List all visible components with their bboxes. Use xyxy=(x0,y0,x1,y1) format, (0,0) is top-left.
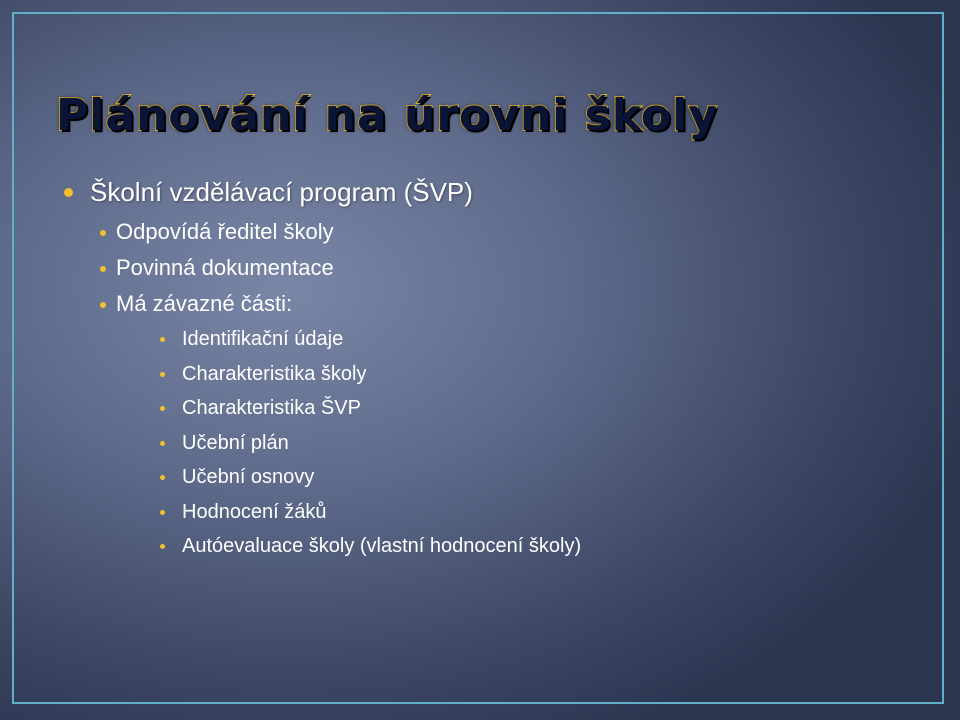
bullet-icon xyxy=(160,406,165,411)
list-item xyxy=(64,170,581,564)
list-item-text: Odpovídá ředitel školy xyxy=(116,219,334,244)
parts-list xyxy=(160,322,581,564)
bullet-icon xyxy=(100,302,106,308)
list-item xyxy=(160,357,581,392)
list-heading: Školní vzdělávací program (ŠVP) xyxy=(90,177,473,207)
bullet-icon xyxy=(160,475,165,480)
list-item-text: Učební osnovy xyxy=(182,466,315,488)
bullet-icon xyxy=(160,510,165,515)
bullet-list xyxy=(64,170,581,564)
bullet-icon xyxy=(160,337,165,342)
list-item xyxy=(160,529,581,564)
list-item xyxy=(160,426,581,461)
list-item-text: Autóevaluace školy (vlastní hodnocení školy) xyxy=(182,535,582,557)
list-item-text: Charakteristika školy xyxy=(182,362,367,385)
list-item-text: Hodnocení žáků xyxy=(182,500,327,523)
list-item-text: Povinná dokumentace xyxy=(116,255,334,280)
bullet-icon xyxy=(100,266,106,272)
sub-list xyxy=(100,214,581,564)
list-item xyxy=(160,391,581,426)
list-item-text: Učební plán xyxy=(182,431,289,454)
bullet-icon xyxy=(160,544,165,549)
list-item xyxy=(160,495,581,530)
bullet-icon xyxy=(160,372,165,377)
list-item-text: Charakteristika ŠVP xyxy=(182,397,361,419)
list-item xyxy=(160,322,581,357)
list-item xyxy=(160,460,581,495)
bullet-icon xyxy=(64,188,73,197)
list-item xyxy=(100,250,581,286)
bullet-icon xyxy=(100,230,106,236)
list-item-text: Identifikační údaje xyxy=(182,328,344,350)
slide-title: Plánování na úrovni školy xyxy=(56,90,718,141)
list-item-text: Má závazné části: xyxy=(116,291,293,316)
bullet-icon xyxy=(160,441,165,446)
list-item xyxy=(100,286,581,564)
list-item xyxy=(100,214,581,250)
